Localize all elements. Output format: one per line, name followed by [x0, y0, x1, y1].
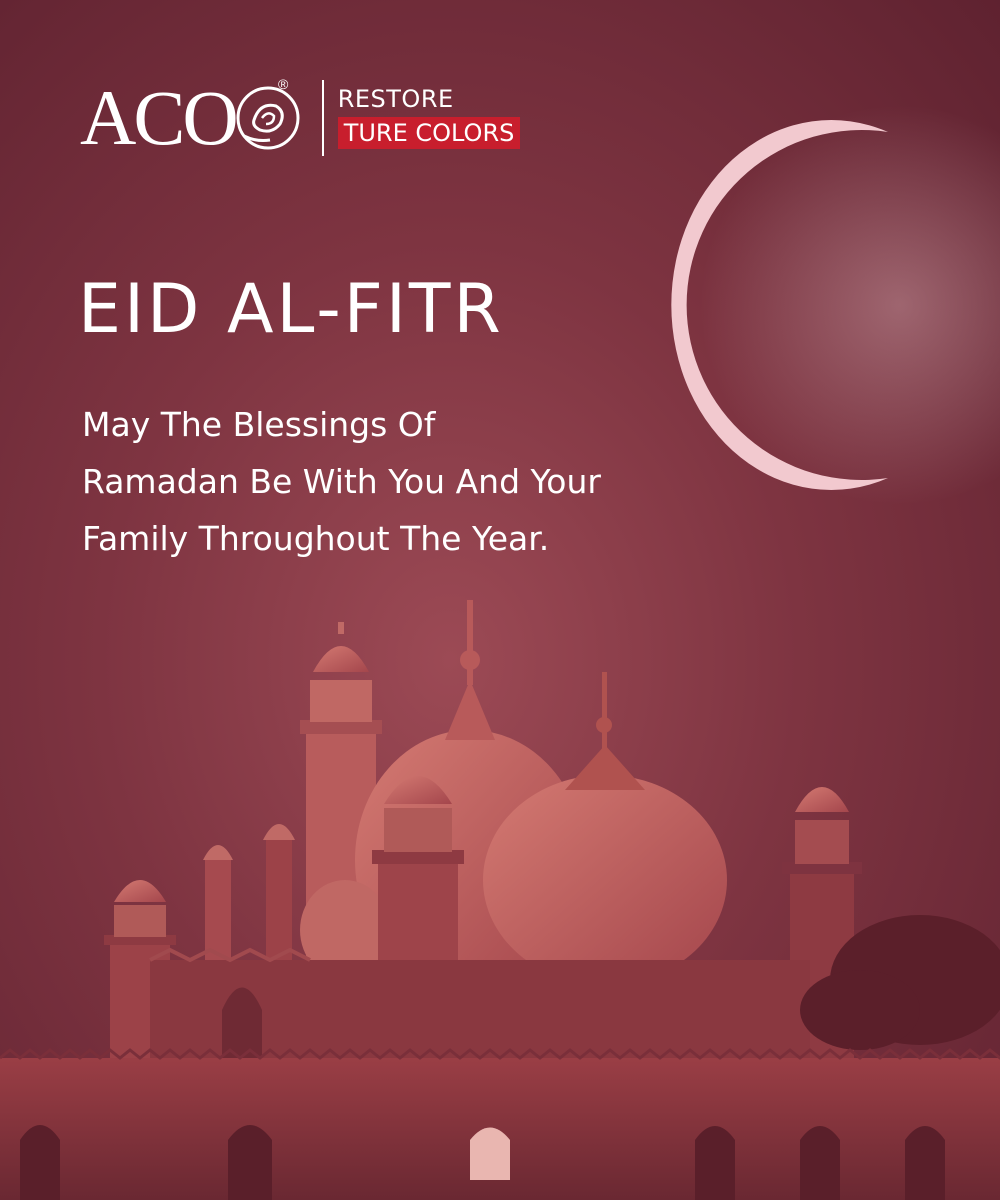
headline: EID AL-FITR	[78, 270, 504, 349]
mosque-silhouette	[0, 600, 1000, 1200]
tagline-top: RESTORE	[337, 84, 454, 113]
greeting-message	[82, 396, 682, 567]
message-line-1: May The Blessings Of	[82, 405, 436, 444]
rose-icon	[230, 80, 306, 156]
logo-wordmark: ACO	[80, 74, 236, 161]
message-line-2: Ramadan Be With You And Your	[82, 462, 601, 501]
logo-divider	[322, 80, 324, 156]
crescent-moon	[671, 105, 1000, 505]
tagline-bottom: TURE COLORS	[338, 117, 521, 150]
registered-mark: ®	[278, 76, 289, 92]
tagline	[337, 84, 521, 150]
brand-logo	[80, 76, 520, 160]
message-line-3: Family Throughout The Year.	[82, 519, 550, 558]
